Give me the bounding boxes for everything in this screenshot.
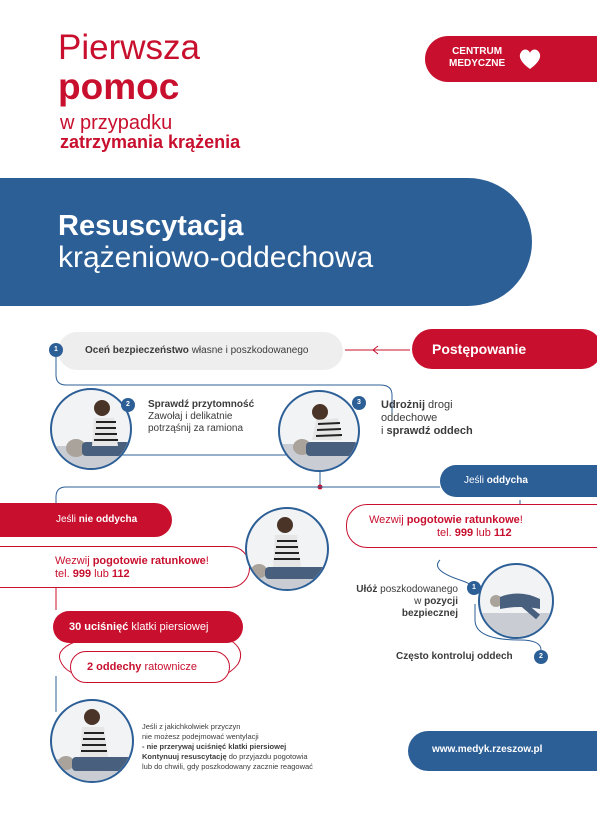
subtitle-line-2: zatrzymania krążenia [60, 132, 241, 152]
recovery-text: Ułóż poszkodowanego w pozycji bezpiecznej [356, 584, 458, 619]
title-line-1: Pierwsza [58, 28, 200, 67]
not-breathing-branch-label: Jeśli nie oddycha [0, 503, 172, 537]
step-2-number: 2 [121, 398, 135, 412]
subtitle-line-1: w przypadku [60, 112, 173, 134]
website-link[interactable]: www.medyk.rzeszow.pl [408, 731, 597, 771]
breaths-pill: 2 oddechy ratownicze [70, 651, 230, 683]
cpr-photo [50, 699, 134, 783]
recovery-position-photo [478, 563, 554, 639]
breathing-branch-label: Jeśli oddycha [440, 465, 597, 497]
step-3-photo [278, 390, 360, 472]
title-line-2: pomoc [58, 66, 180, 107]
banner-subtitle: krążeniowo-oddechowa [58, 241, 374, 274]
postepowanie-label: Postępowanie [412, 329, 597, 369]
call-ambulance-right: Wezwij pogotowie ratunkowe! tel. 999 lub 112 [346, 504, 597, 548]
step-1-number: 1 [49, 343, 63, 357]
recovery-number-2: 2 [534, 650, 548, 664]
recovery-number-1: 1 [467, 581, 481, 595]
bottom-note: Jeśli z jakichkolwiek przyczyn nie możesz podejmować wentylacji - nie przerywaj uciśnięć klatki piersiowej Kontynuuj resuscytację do przyjazdu pogotowia lub do chwili, gdy poszkodowany zacznie reagować [142, 722, 313, 771]
logo-line-2: MEDYCZNE [449, 58, 506, 69]
step-1-text: własne i poszkodowanego [188, 345, 309, 356]
heart-logo-icon [517, 46, 543, 72]
banner-title: Resuscytacja [58, 210, 244, 242]
centrum-medyczne-logo [425, 36, 597, 82]
compressions-pill: 30 uciśnięć klatki piersiowej [53, 611, 243, 643]
call-ambulance-left: Wezwij pogotowie ratunkowe! tel. 999 lub 112 [0, 546, 250, 588]
step-2-text: Sprawdź przytomność Zawołaj i delikatnie potrząśnij za ramiona [148, 399, 255, 434]
logo-line-1: CENTRUM [452, 46, 503, 57]
check-breathing-text: Często kontroluj oddech [396, 651, 513, 662]
step-1-pill [58, 332, 343, 370]
step-2-photo [50, 388, 132, 470]
phone-call-photo [245, 507, 329, 591]
step-1-bold: Oceń bezpieczeństwo [85, 345, 189, 356]
step-3-number: 3 [352, 396, 366, 410]
step-3-text: Udrożnij drogi oddechowe i sprawdź oddech [381, 399, 473, 437]
